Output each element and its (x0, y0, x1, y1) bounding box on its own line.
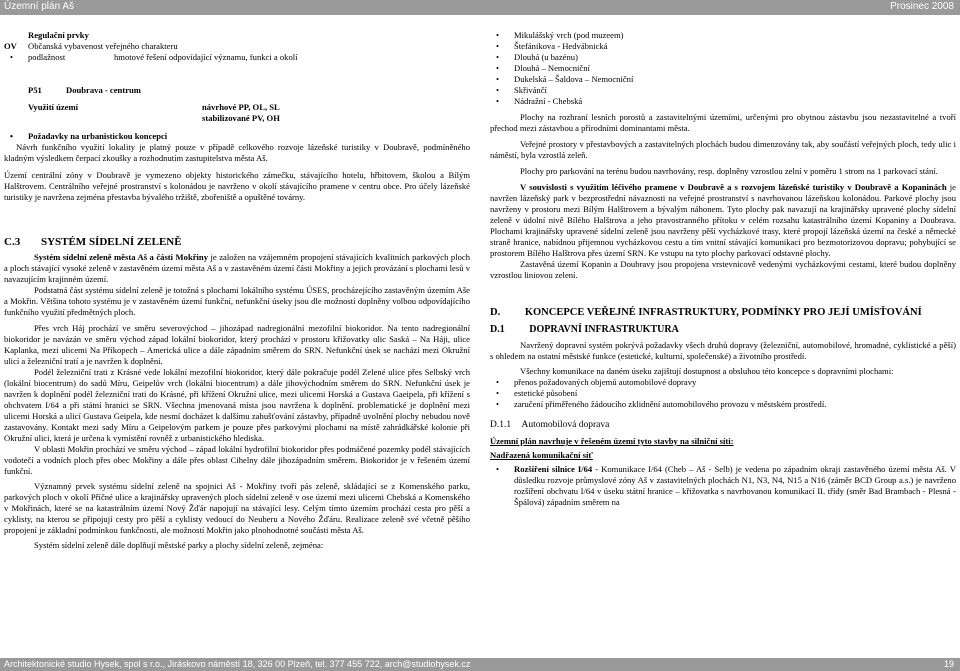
underlined-heading: Územní plán navrhuje v řešeném území tyto stavby na silniční síti: (490, 436, 734, 446)
vyuziti-label: Využití území (28, 102, 79, 112)
subsection-d11-heading (490, 420, 956, 431)
list-item: • Dukelská – Šaldova – Nemocniční (490, 74, 956, 85)
section-number: C.3 (4, 236, 21, 248)
paragraph-text: je založen na vzájemném propojení stávajících kvalitních parkových ploch a ploch stávající vysoké zeleně v zastavěném území města Aš a v zastavěném území části Mokřiny a jejich provázání s plochami lesů v navazujícím krajinném území. (4, 252, 470, 284)
page-number: 19 (943, 659, 954, 669)
list-item: • Dlouhá – Nemocniční (490, 63, 956, 74)
paragraph-text: - Komunikace I/64 (Cheb – Aš - Selb) je vedena po západním okraji zastavěného území města Aš. V důsledku rozvoje průmyslové zóny Aš v zastavitelných plochách N1, N3, N4, N15 a N16 (záměr BCD Group a.s.) je navrženo rozšíření obchvatu I/64 v úseku státní hranice – křižovatka s navrhovanou komunikací II. třídy (směr Bad Brambach - Plesná - Špálová) západním směrem na (514, 464, 956, 507)
p51-code: P51 (28, 85, 42, 95)
p51-row (4, 85, 470, 96)
centralni-zona-text: Území centrální zóny v Doubravě je vymezeno objekty historického zámečku, stávajícího hotelu, hřbitovem, školou a Bílým Halštrovem. Centrálního veřejné prostranství s kolonádou je navrženo v okolí stávajícího pramene v centru obce. Pro účely lázeňské turistiky je navržena zejména přestavba bývalého tržiště, zbořeniště a opuštěné továrny. (4, 170, 470, 202)
vyuziti-value-1: návrhové PP, OL, SL (202, 102, 280, 112)
section-d-heading (490, 307, 956, 318)
vyuziti-row (4, 102, 470, 113)
bold-lead: Rozšíření silnice I/64 (514, 464, 593, 474)
list-item: • Dlouhá (u bazénu) (490, 52, 956, 63)
section-title: DOPRAVNÍ INFRASTRUKTURA (529, 324, 679, 335)
paragraph: Navržený dopravní systém pokrývá požadavky všech druhů dopravy (železniční, automobilové, hromadné, cyklistické a pěší) s ohledem na ostatní městské funkce (estetické, kulturní, společenské) a životního prostředí. (490, 340, 956, 361)
list-item: • Skřivánčí (490, 85, 956, 96)
regulation-heading: Regulační prvky (28, 30, 89, 40)
vyuziti-value-2: stabilizované PV, OH (202, 113, 280, 123)
section-title: KONCEPCE VEŘEJNÉ INFRASTRUKTURY, PODMÍNKY PRO JEJÍ UMÍSŤOVÁNÍ (524, 307, 922, 318)
footer-org: Architektonické studio Hysek, spol s r.o., Jiráskovo náměstí 18, 326 00 Plzeň, tel. 377 455 722, arch@studiohysek.cz (4, 659, 471, 669)
bullet-label: podlažnost (28, 52, 66, 62)
section-number: D.1.1 (490, 420, 512, 430)
section-number: D.1 (490, 324, 505, 335)
paragraph: Přes vrch Háj prochází ve směru severovýchod – jihozápad nadregionální mezofilní biokoridor. Na tento nadregionální biokoridor je navázán ve směru východ západ lokální biokoridor, který prochází v prostoru křižovatky ulic Saská – Na Háji, ulice Kaplanka, mezi ulicemi Na Příkopech – Americká ulice a dále západním směrem do SRN. Nefunkční úsek se nachází mezi Okružní ulicí a železniční tratí a je navržen k doplnění. (4, 323, 470, 366)
paragraph (490, 182, 956, 259)
paragraph: Podél železniční trati z Krásné vede lokální mezofilní biokoridor, který dále pokračuje podél Zelené ulice přes Selbský vrch (lokální biocentrum) do sadů Míru, Geipelův vrch (lokální biocentrum) a dále jihovýchodním směrem do SRN. Nefunkční úsek je navržen k doplnění podél železniční trati do Krásné, při křížení Okružní ulice, mezi ulicemi Horská a Gustava Gaeipela, při křížení s obchvatem I/64 a při státní hranici se SRN. Všechna jmenovaná místa jsou navržena k doplnění. problematické je doplnění mezi ulicemi Horská a ulicí Gustava Geipela, kde nesmí docházet k dalšímu zahušťování zástavby, případně uvolnění plochy nebudou nově zastavovány. Kontakt mezi sady Míru a Geipelovým parkem je pouze přes parkovými plochami na místě zahrádkářské kolonie při Okružní ulici, která je určena k vymístění rovněž z urbanistického hlediska. (4, 367, 470, 443)
p51-name: Doubrava - centrum (66, 85, 141, 95)
bold-lead: V souvislosti s využitím léčivého pramene v Doubravě a s rozvojem lázeňské turistiky v Doubravě a Kopaninách (520, 182, 947, 192)
document-title: Územní plán Aš (4, 1, 75, 12)
paragraph: Podstatná část systému sídelní zeleně je totožná s plochami lokálního systému ÚSES, procházejícího zastavěným územím Aše a Mokřin. Většina tohoto systému je v zastavěném území funkční, nefunkční úseky jsou dle možností doplněny volbou odpovídajícího funkčního využití předmětných ploch. (4, 285, 470, 317)
list-item (4, 52, 470, 63)
koncepce-text: Návrh funkčního využití lokality je platný pouze v případě celkového rozvoje lázeňské turistiky v Doubravě, podmíněného kladným výsledkem čerpací zkoušky a rozhodnutím zastupitelstva města Aš. (4, 142, 470, 163)
paragraph: Veřejné prostory v přestavbových a zastavitelných plochách budou dimenzovány tak, aby součástí veřejných ploch, tedy ulic i náměstí, byla vzrostlá zeleň. (490, 139, 956, 160)
ov-row (4, 41, 470, 52)
list-item: • Mikulášský vrch (pod muzeem) (490, 30, 956, 41)
list-item: • estetické působení (490, 388, 956, 399)
page-header (0, 0, 960, 15)
section-c3-heading (4, 237, 470, 248)
section-title: Automobilová doprava (521, 420, 610, 430)
paragraph: Plochy pro parkování na terénu budou navrhovány, resp. doplněny vzrostlou zelní v poměru 1 strom na 1 parkovací stání. (520, 166, 938, 176)
page-footer (0, 658, 960, 671)
paragraph-text: je navržen lázeňský park v bezprostřední návaznosti na veřejné prostranství s navrhovanou lázeňskou kolonádou. Parkové plochy jsou navrženy v prostoru mezi Bílým Halštrovem a bývalým náhonem. Tyto plochy pak navazují na krajinářsky upravené plochy sídelní zeleně v údolní nivě Bílého Halštrova a jeho pravostranného přítoku v celém rozsahu katastrálního území Kopaniny a Doubrava. Plochami krajinářsky upravené sídelní zeleně jsou navrženy pěší vycházkové trasy, které propojí lázeňská území na české a německé straně hranice, nabídnou přijemnou vycházkovou cestu a tím vnitní stávající komunikaci pro bezmotorizovou dopravu; pohybující se prostorem Bílého Halštrova přes území SRN. Ke vstupu na tyto plochy parkovací odstavné plochy. (490, 182, 956, 258)
list-item: • Nádražní - Chebská (490, 96, 956, 107)
koncepce-heading: • Požadavky na urbanistickou koncepci (4, 131, 470, 142)
paragraph: Plochy na rozhraní lesních porostů a zastavitelnými územími, určenými pro obytnou zástavbu jsou nezastavitelné a tvoří přechod mezi zástavbou a přírodními dominantami města. (490, 112, 956, 133)
bold-lead: Systém sídelní zeleně města Aš a části Mokřiny (34, 252, 209, 262)
ov-text: Občanská vybavenost veřejného charakteru (28, 41, 178, 51)
paragraph: Všechny komunikace na daném úseku zajištují dostupnost a obsluhou této koncepce s dopravními plochami: (520, 366, 894, 376)
paragraph: Zastavěná území Kopanin a Doubravy jsou propojena vrstevnicově vedenými vycházkovými cestami, které budou doplněny vzrostlou liniovou zelení. (490, 259, 956, 280)
section-number: D. (490, 307, 501, 318)
paragraph: V oblasti Mokřin prochází ve směru východ – západ lokální hydrofilní biokoridor přes podmáčené pozemky podél stávajících vodotečí a vodních ploch přes obec Mokřiny a dále přes oblast Cihelny dále jihozápadním směrem. Biokoridor je v řešeném území funkční. (4, 444, 470, 476)
underlined-heading: Nadřazená komunikační síť (490, 450, 593, 460)
paragraph: Významný prvek systému sídelní zeleně na spojnici Aš - Mokřiny tvoří pás zeleně, skládající se z Komenského parku, parkových ploch v okolí Příčné ulice a krajinářsky upravených ploch sídelní zeleně v ose území mezi ulicemi Chebská a Komenského v Mokřinách, které se na katastrálním území Nový Žďár napojují na stávající lesy. Celým tímto územím prochází cesta pro pěší a cyklisty, na kterou se připojují cesty pro pěší a cyklisty vedoucí do Neuberu a Nového Žďáru. Realizace zeleně své včetně pěšího propojení je základní podmínkou funkčnosti, ale možností Mokřin jako plnohodnotné součásti města Aš. (4, 481, 470, 535)
list-item: • zaručení přiměřeného žádoucího zklidnění automobilového provozu v městském prostředí. (490, 399, 956, 410)
list-item: • přenos požadovaných objemů automobilové dopravy (490, 377, 956, 388)
list-item: • Štefánikova - Hedvábnická (490, 41, 956, 52)
right-column (490, 30, 956, 508)
paragraph: Systém sídelní zeleně dále doplňují městské parky a plochy sídelní zeleně, zejména: (34, 540, 324, 550)
section-d1-heading (490, 324, 956, 335)
ov-code: OV (4, 41, 17, 51)
document-date: Prosinec 2008 (890, 1, 954, 12)
bullet-value: hmotové řešení odpovídající významu, funkci a okolí (114, 52, 298, 62)
list-item (490, 464, 956, 508)
vyuziti-row-2 (4, 113, 470, 124)
left-column (4, 30, 470, 551)
paragraph (4, 252, 470, 285)
section-title: SYSTÉM SÍDELNÍ ZELENĚ (40, 236, 182, 248)
